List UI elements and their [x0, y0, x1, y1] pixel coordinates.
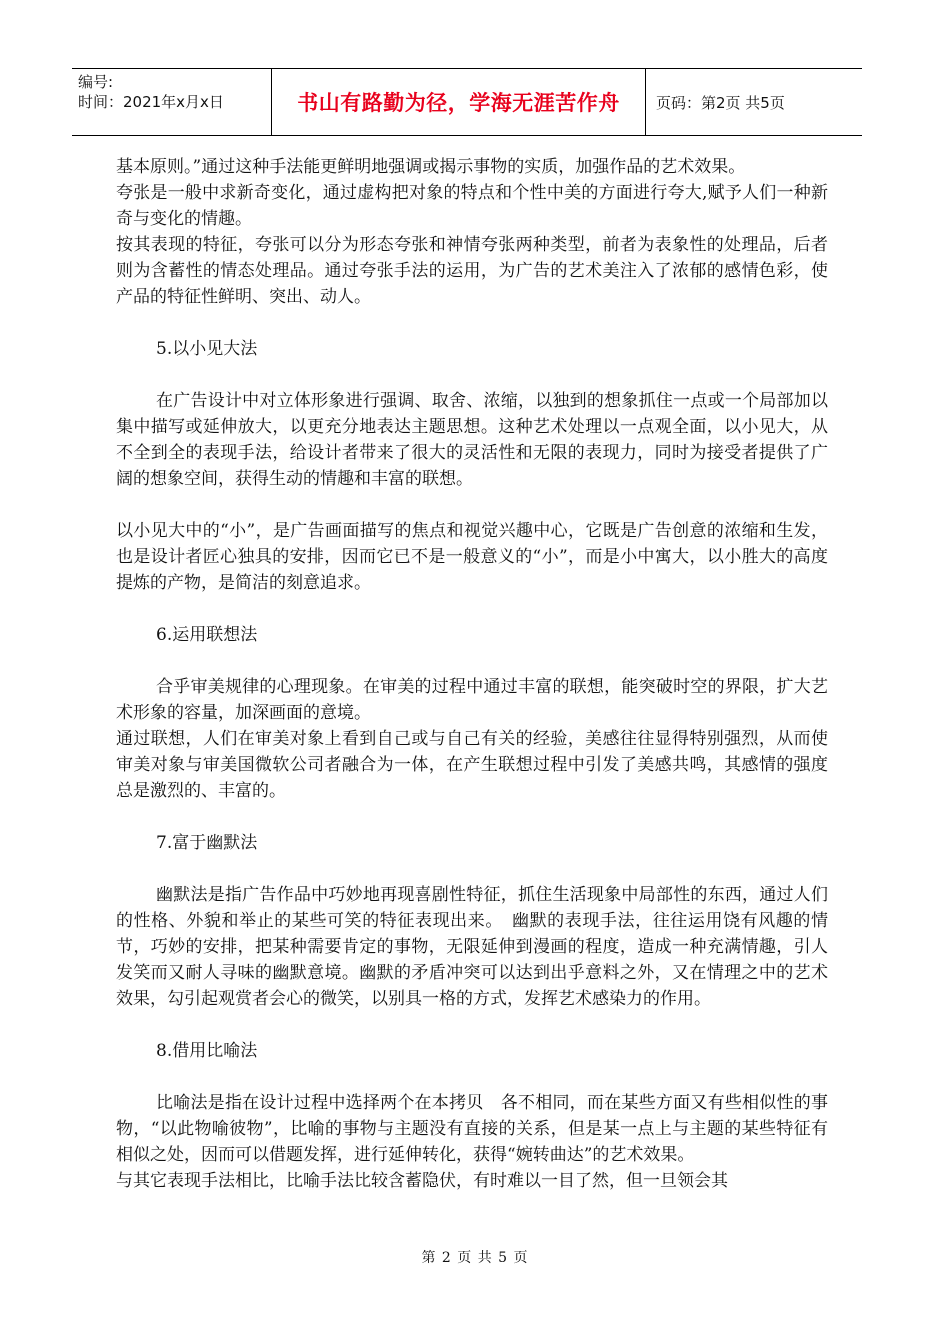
paragraph: 在广告设计中对立体形象进行强调、取舍、浓缩，以独到的想象抓住一点或一个局部加以集中描写或延伸放大，以更充分地表达主题思想。这种艺术处理以一点观全面，以小见大，从不全到全的表现手法，给设计者带来了很大的灵活性和无限的表现力，同时为接受者提供了广阔的想象空间，获得生动的情趣和丰富的联想。	[116, 391, 828, 489]
document-date: 时间：2021年x月x日	[78, 93, 224, 111]
section-heading: 7.富于幽默法	[156, 833, 258, 853]
section-heading: 6.运用联想法	[156, 625, 258, 645]
paragraph: 夸张是一般中求新奇变化，通过虚构把对象的特点和个性中美的方面进行夸大,赋予人们一种新奇与变化的情趣。	[116, 183, 828, 229]
paragraph: 基本原则。”通过这种手法能更鲜明地强调或揭示事物的实质，加强作品的艺术效果。	[116, 157, 746, 177]
paragraph: 按其表现的特征，夸张可以分为形态夸张和神情夸张两种类型，前者为表象性的处理品，后者则为含蓄性的情态处理品。通过夸张手法的运用，为广告的艺术美注入了浓郁的感情色彩，使产品的特征性鲜明、突出、动人。	[116, 235, 828, 307]
page-header	[72, 68, 862, 136]
paragraph: 与其它表现手法相比，比喻手法比较含蓄隐伏，有时难以一目了然，但一旦领会其	[116, 1171, 728, 1191]
section-heading: 5.以小见大法	[156, 339, 258, 359]
document-number-label: 编号:	[78, 73, 114, 91]
paragraph: 通过联想，人们在审美对象上看到自己或与自己有关的经验，美感往往显得特别强烈，从而使审美对象与审美国微软公司者融合为一体，在产生联想过程中引发了美感共鸣，其感情的强度总是激烈的、丰富的。	[116, 729, 828, 801]
header-motto: 书山有路勤为径，学海无涯苦作舟	[272, 69, 646, 135]
paragraph: 幽默法是指广告作品中巧妙地再现喜剧性特征，抓住生活现象中局部性的东西，通过人们的性格、外貌和举止的某些可笑的特征表现出来。 幽默的表现手法，往往运用饶有风趣的情节，巧妙的安排，把某种需要肯定的事物，无限延伸到漫画的程度，造成一种充满情趣，引人发笑而又耐人寻味的幽默意境。幽默的矛盾冲突可以达到出乎意料之外，又在情理之中的艺术效果，勾引起观赏者会心的微笑，以别具一格的方式，发挥艺术感染力的作用。	[116, 885, 828, 1009]
header-page-info: 页码：第2页 共5页	[656, 93, 785, 112]
paragraph: 以小见大中的“小”，是广告画面描写的焦点和视觉兴趣中心，它既是广告创意的浓缩和生发，也是设计者匠心独具的安排，因而它已不是一般意义的“小”，而是小中寓大，以小胜大的高度提炼的产物，是简洁的刻意追求。	[116, 521, 828, 593]
header-meta	[72, 69, 272, 135]
paragraph: 合乎审美规律的心理现象。在审美的过程中通过丰富的联想，能突破时空的界限，扩大艺术形象的容量，加深画面的意境。	[116, 677, 828, 723]
paragraph: 比喻法是指在设计过程中选择两个在本拷贝 各不相同，而在某些方面又有些相似性的事物，“以此物喻彼物”，比喻的事物与主题没有直接的关系，但是某一点上与主题的某些特征有相似之处，因而可以借题发挥，进行延伸转化，获得“婉转曲达”的艺术效果。	[116, 1093, 828, 1165]
page-footer: 第 2 页 共 5 页	[421, 1250, 529, 1266]
document-body	[116, 154, 828, 1194]
section-heading: 8.借用比喻法	[156, 1041, 258, 1061]
